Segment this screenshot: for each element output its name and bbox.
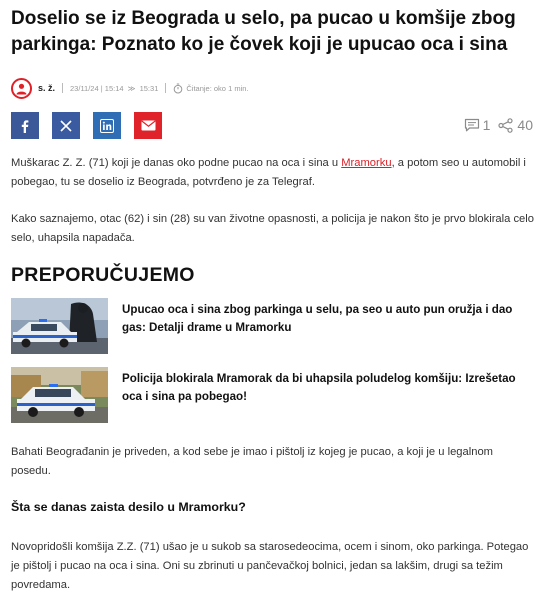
mramorak-link[interactable]: Mramorku [341,157,392,169]
share-buttons [11,112,175,139]
recommended-card[interactable] [11,367,535,423]
article-meta [11,77,249,99]
publish-date [70,84,158,93]
mail-icon [141,120,156,131]
facebook-share-button[interactable] [11,112,39,139]
update-time: 15:31 [139,83,159,93]
mail-share-button[interactable] [134,112,162,139]
comment-count[interactable]: 1 [482,117,491,133]
article-paragraph [11,154,535,192]
publish-time: 23/11/24 | 15:14 [70,83,124,93]
article-paragraph: Bahati Beograđanin je priveden, a kod sebe je imao i pištolj iz kojeg je pucao, a koji je u legalnom posedu. [11,446,493,477]
author-avatar[interactable] [11,78,32,99]
recommended-card[interactable] [11,298,535,354]
article-paragraph: Kako saznajemo, otac (62) i sin (28) su van životne opasnosti, a policija je nakon što je prvo blokirala celo selo, uhapsila napadača. [11,213,534,244]
recommended-title[interactable]: Policija blokirala Mramorak da bi uhapsila poludelog komšiju: Izrešetao oca i sina pa pobegao! [122,372,516,403]
article-subheading: Šta se danas zaista desilo u Mramorku? [11,500,246,514]
x-icon [60,120,72,132]
recommended-thumbnail-police-car[interactable] [11,367,108,423]
linkedin-share-button[interactable] [93,112,121,139]
article-title: Doselio se iz Beograda u selo, pa pucao u komšije zbog parkinga: Poznato ko je čovek koji je upucao oca i sina [11,8,516,55]
recommended-title[interactable]: Upucao oca i sina zbog parkinga u selu, pa seo u auto pun oružja i dao gas: Detalji drame u Mramorku [122,303,513,334]
reading-time-label: Čitanje: oko 1 min. [186,83,249,93]
meta-divider [165,83,166,93]
recommended-heading: PREPORUČUJEMO [11,264,195,286]
x-share-button[interactable] [52,112,80,139]
user-icon [15,82,28,95]
engagement-counts [464,117,533,133]
share-count[interactable]: 40 [517,117,533,133]
police-car-image [11,298,108,354]
meta-divider [62,83,63,93]
share-icon[interactable] [498,118,513,133]
comment-icon[interactable] [464,118,480,132]
police-car-image [11,367,108,423]
article-paragraph: Novopridošli komšija Z.Z. (71) ušao je u sukob sa starosedeocima, ocem i sinom, oko parkinga. Potegao je pištolj i pucao na oca i sina. Oni su zbrinuti u pančevačkoj bolnici, jedan sa lakšim, drugi sa težim povredama. [11,541,529,591]
linkedin-icon [100,119,114,133]
paragraph-text: , a potom seo u automobil i pobegao, tu se doselio iz Beograda, potvrđeno je za Telegraf. [11,157,526,188]
paragraph-text: Muškarac Z. Z. (71) koji je danas oko podne pucao na oca i sina u [11,157,342,169]
recommended-thumbnail-police-car[interactable] [11,298,108,354]
update-arrow: ≫ [127,83,136,93]
stopwatch-icon [173,83,183,94]
author-name[interactable]: s. ž. [38,83,56,93]
reading-time [173,83,248,94]
facebook-icon [18,119,32,133]
